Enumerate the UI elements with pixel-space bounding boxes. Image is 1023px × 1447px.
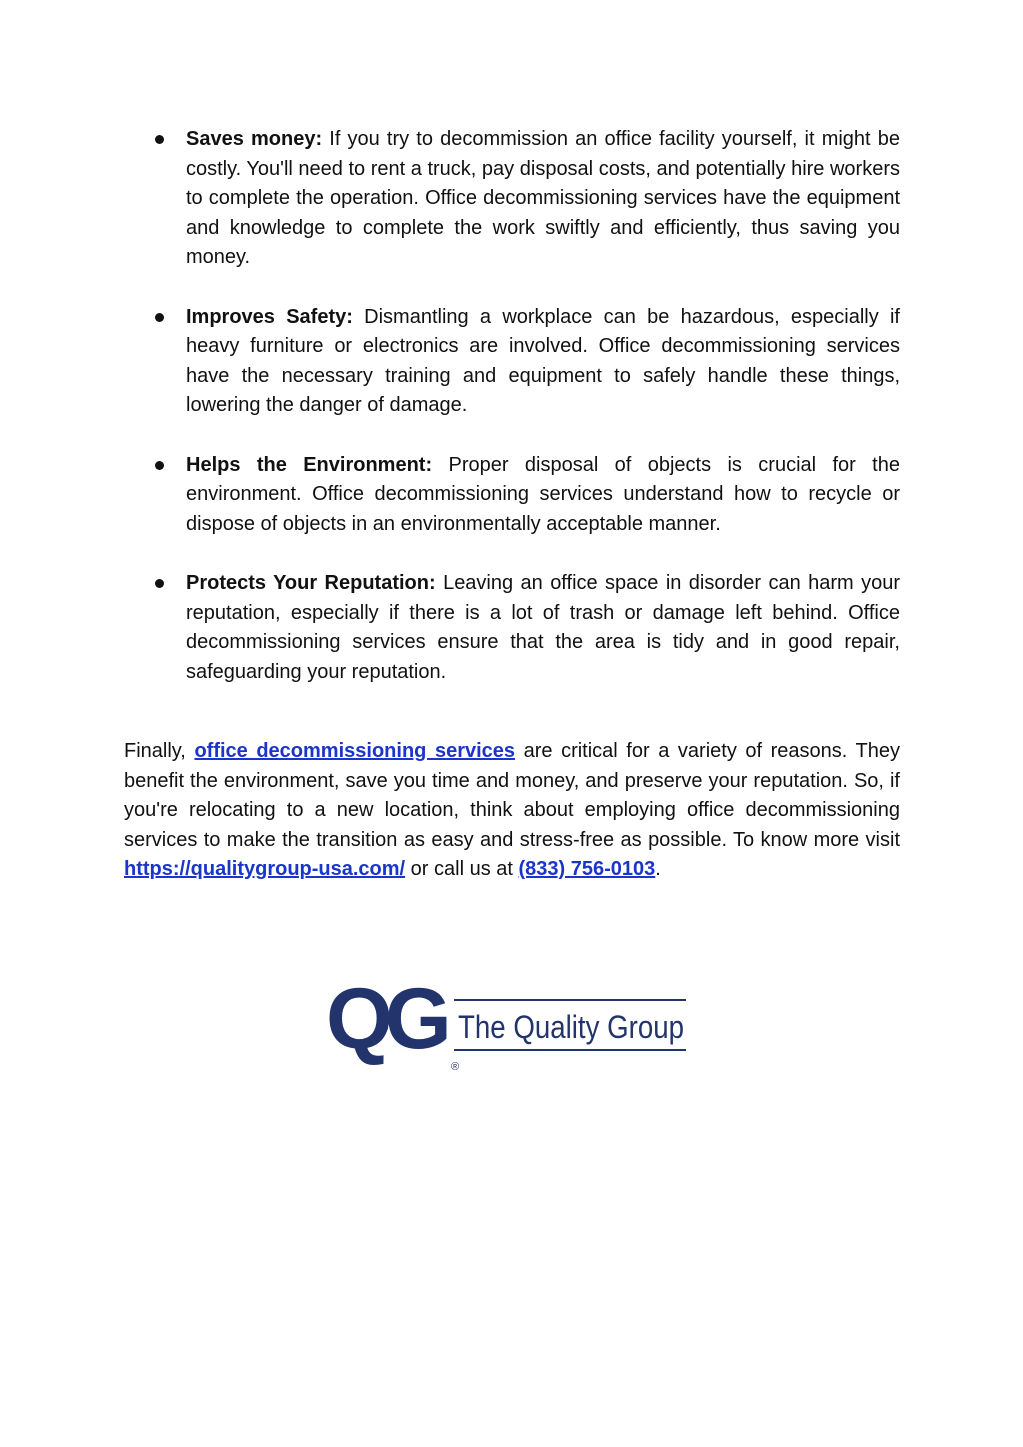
- bullet-title: Improves Safety:: [186, 305, 353, 328]
- registered-mark: ®: [451, 1061, 460, 1073]
- closing-middle: are critical for a variety of reasons. They benefit the environment, save you time and money, and preserve your reputation. So, if you're relocating to a new location, think about employing office decommissioning services to make the transition as easy and stress-free as possible. To know more visit: [124, 740, 901, 851]
- list-item: [152, 569, 900, 687]
- bullet-title: Protects Your Reputation:: [186, 572, 436, 594]
- bullet-text: Proper disposal of objects is crucial for the environment. Office decommissioning services understand how to recycle or dispose of objects in an environmentally acceptable manner.: [186, 453, 900, 535]
- bullet-icon: [155, 461, 164, 470]
- bullet-icon: [155, 135, 164, 144]
- bullet-title: Saves money:: [186, 128, 323, 150]
- bullet-icon: [155, 313, 164, 322]
- bullet-text: If you try to decommission an office facility yourself, it might be costly. You'll need to rent a truck, pay disposal costs, and potentially hire workers to complete the operation. Office decommissioning services have the equipment and knowledge to complete the work swiftly and efficiently, thus saving you money.: [186, 128, 900, 268]
- quality-group-logo: [326, 971, 688, 1073]
- benefits-list: [152, 125, 900, 717]
- website-link[interactable]: https://qualitygroup-usa.com/: [124, 858, 406, 880]
- logo-name: The Quality Group: [458, 1009, 684, 1045]
- list-item: [152, 451, 900, 540]
- bullet-text: Leaving an office space in disorder can harm your reputation, especially if there is a lot of trash or damage left behind. Office decommissioning services ensure that the area is tidy and in good repair, safeguarding your reputation.: [186, 572, 900, 683]
- closing-end: .: [655, 858, 661, 880]
- closing-call: or call us at: [405, 858, 519, 880]
- list-item: [152, 303, 900, 421]
- bullet-icon: [155, 579, 164, 588]
- bullet-title: Helps the Environment:: [186, 453, 433, 476]
- qg-monogram-icon: [326, 971, 447, 1067]
- closing-paragraph: [124, 737, 900, 885]
- office-decommissioning-link[interactable]: office decommissioning services: [194, 740, 516, 762]
- phone-link[interactable]: (833) 756-0103: [518, 858, 656, 880]
- bullet-text: Dismantling a workplace can be hazardous, especially if heavy furniture or electronics are involved. Office decommissioning services have the necessary training and equipment to safely handle these things, lowering the danger of damage.: [186, 305, 900, 416]
- closing-lead: Finally,: [124, 740, 195, 762]
- logo-monogram: QG: [326, 971, 444, 1067]
- list-item: [152, 125, 900, 273]
